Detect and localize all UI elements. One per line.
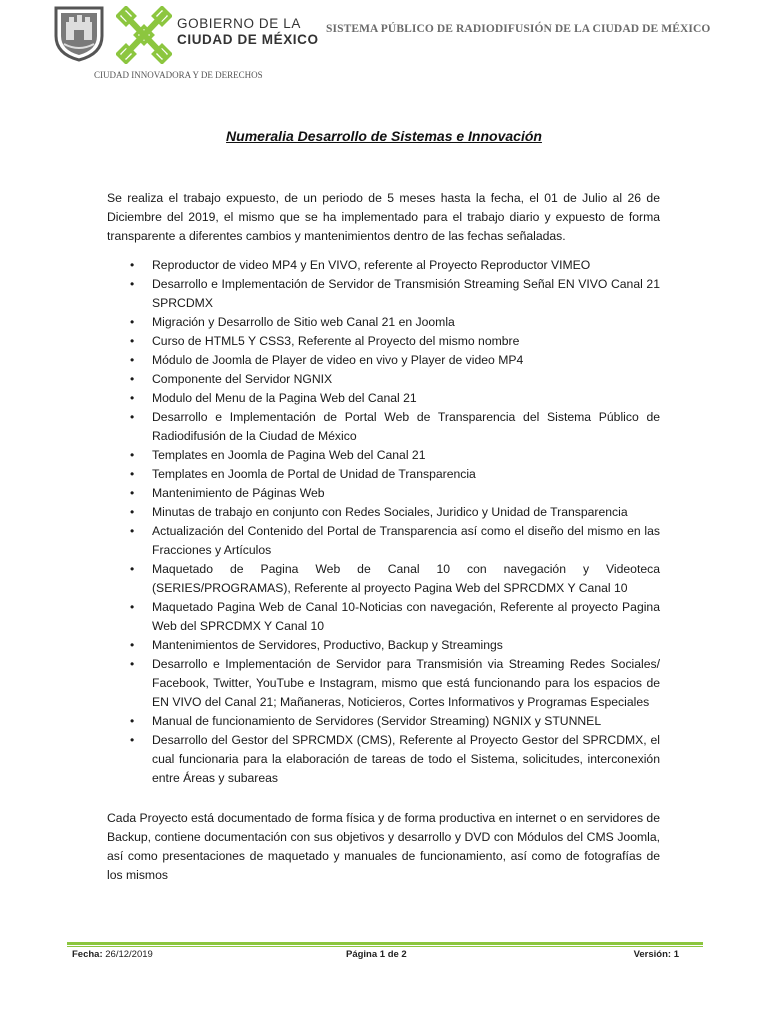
list-item xyxy=(107,655,660,712)
bullet-icon: • xyxy=(130,486,135,500)
bullet-icon: • xyxy=(130,638,135,652)
list-item-text: Manual de funcionamiento de Servidores (Servidor Streaming) NGNIX y STUNNEL xyxy=(152,714,602,728)
list-item xyxy=(107,731,660,788)
government-wordmark xyxy=(177,16,319,48)
bullet-icon: • xyxy=(130,733,135,747)
footer-page-number: Página 1 de 2 xyxy=(346,949,407,960)
bullet-icon: • xyxy=(130,258,135,272)
list-item xyxy=(107,560,660,598)
list-item xyxy=(107,522,660,560)
bullet-icon: • xyxy=(130,391,135,405)
list-item xyxy=(107,636,660,655)
list-item-text: Desarrollo e Implementación de Servidor para Transmisión via Streaming Redes Sociales/ Facebook, Twitter, YouTube e Instagram, mismo que está funcionando para los espacios de EN VIVO del Canal 21; Mañaneras, Noticieros, Cortes Informativos y Programas Especiales xyxy=(152,657,660,709)
list-item xyxy=(107,351,660,370)
list-item xyxy=(107,484,660,503)
page-header xyxy=(0,0,768,90)
list-item-text: Modulo del Menu de la Pagina Web del Canal 21 xyxy=(152,391,417,405)
list-item-text: Maquetado Pagina Web de Canal 10-Noticias con navegación, Referente al proyecto Pagina Web del SPRCDMX Y Canal 10 xyxy=(152,600,660,633)
gov-line-1: GOBIERNO DE LA xyxy=(177,16,301,31)
footer-date xyxy=(72,949,153,960)
list-item-text: Templates en Joomla de Pagina Web del Canal 21 xyxy=(152,448,426,462)
footer-date-value: 26/12/2019 xyxy=(105,949,153,960)
list-item-text: Componente del Servidor NGNIX xyxy=(152,372,333,386)
list-item-text: Reproductor de video MP4 y En VIVO, referente al Proyecto Reproductor VIMEO xyxy=(152,258,591,272)
project-list xyxy=(107,256,660,788)
footer-divider-thin xyxy=(67,946,703,947)
bullet-icon: • xyxy=(130,714,135,728)
bullet-icon: • xyxy=(130,562,135,576)
footer-version: Versión: 1 xyxy=(633,949,679,960)
list-item xyxy=(107,465,660,484)
list-item-text: Migración y Desarrollo de Sitio web Canal 21 en Joomla xyxy=(152,315,455,329)
list-item-text: Minutas de trabajo en conjunto con Redes Sociales, Juridico y Unidad de Transparencia xyxy=(152,505,628,519)
bullet-icon: • xyxy=(130,600,135,614)
list-item xyxy=(107,370,660,389)
bullet-icon: • xyxy=(130,334,135,348)
list-item xyxy=(107,332,660,351)
list-item-text: Curso de HTML5 Y CSS3, Referente al Proyecto del mismo nombre xyxy=(152,334,520,348)
bullet-icon: • xyxy=(130,657,135,671)
list-item xyxy=(107,389,660,408)
bullet-icon: • xyxy=(130,410,135,424)
list-item-text: Mantenimientos de Servidores, Productivo, Backup y Streamings xyxy=(152,638,503,652)
list-item-text: Maquetado de Pagina Web de Canal 10 con navegación y Videoteca (SERIES/PROGRAMAS), Referente al proyecto Pagina Web del SPRCDMX Y Canal 10 xyxy=(152,562,660,595)
list-item xyxy=(107,712,660,731)
list-item-text: Mantenimiento de Páginas Web xyxy=(152,486,325,500)
coat-of-arms-logo xyxy=(52,6,106,62)
list-item xyxy=(107,598,660,636)
bullet-icon: • xyxy=(130,524,135,538)
bullet-icon: • xyxy=(130,315,135,329)
footer-date-label: Fecha: xyxy=(72,949,103,960)
bullet-icon: • xyxy=(130,467,135,481)
page-footer xyxy=(67,949,679,963)
bullet-icon: • xyxy=(130,505,135,519)
bullet-icon: • xyxy=(130,277,135,291)
list-item xyxy=(107,313,660,332)
list-item xyxy=(107,503,660,522)
list-item-text: Módulo de Joomla de Player de video en vivo y Player de video MP4 xyxy=(152,353,524,367)
list-item-text: Desarrollo del Gestor del SPRCMDX (CMS), Referente al Proyecto Gestor del SPRCDMX, el cual funcionaria para la elaboración de tareas de todo el Sistema, solicitudes, interconexión entre Áreas y subareas xyxy=(152,733,660,785)
list-item-text: Desarrollo e Implementación de Servidor de Transmisión Streaming Señal EN VIVO Canal 21 SPRCDMX xyxy=(152,277,660,310)
motto: CIUDAD INNOVADORA Y DE DERECHOS xyxy=(94,70,263,80)
list-item-text: Templates en Joomla de Portal de Unidad de Transparencia xyxy=(152,467,476,481)
list-item-text: Desarrollo e Implementación de Portal Web de Transparencia del Sistema Público de Radiodifusión de la Ciudad de México xyxy=(152,410,660,443)
bullet-icon: • xyxy=(130,353,135,367)
gov-line-2: CIUDAD DE MÉXICO xyxy=(177,32,319,47)
bullet-icon: • xyxy=(130,448,135,462)
cdmx-logo-icon xyxy=(116,6,172,64)
list-item xyxy=(107,408,660,446)
list-item xyxy=(107,446,660,465)
document-title: Numeralia Desarrollo de Sistemas e Innovación xyxy=(226,128,542,144)
intro-paragraph: Se realiza el trabajo expuesto, de un periodo de 5 meses hasta la fecha, el 01 de Julio al 26 de Diciembre del 2019, el mismo que se ha implementado para el trabajo diario y expuesto de forma transparente a diferentes cambios y mantenimientos dentro de las fechas señaladas. xyxy=(107,191,660,243)
footer-divider xyxy=(67,942,703,945)
closing-paragraph: Cada Proyecto está documentado de forma física y de forma productiva en internet o en servidores de Backup, contiene documentación con sus objetivos y desarrollo y DVD con Módulos del CMS Joomla, así como presentaciones de maquetado y manuales de funcionamiento, así como de fotografías de los mismos xyxy=(107,811,660,882)
bullet-icon: • xyxy=(130,372,135,386)
system-title: SISTEMA PÚBLICO DE RADIODIFUSIÓN DE LA CIUDAD DE MÉXICO xyxy=(326,23,711,35)
list-item xyxy=(107,256,660,275)
list-item-text: Actualización del Contenido del Portal de Transparencia así como el diseño del mismo en las Fracciones y Artículos xyxy=(152,524,660,557)
list-item xyxy=(107,275,660,313)
